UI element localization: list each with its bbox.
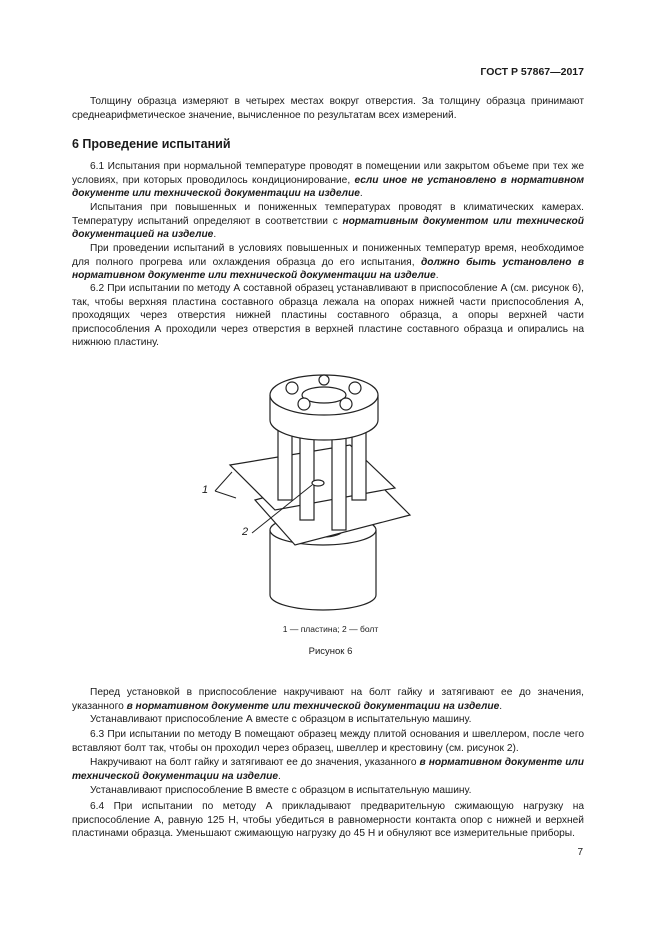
intro-paragraph: Толщину образца измеряют в четырех местах вокруг отверстия. За толщину образца принимают среднеарифметическое значение, вычисленное по результатам всех измерений. <box>72 96 584 121</box>
paragraph-install-a: Устанавливают приспособление А вместе с образцом в испытательную машину. <box>90 714 472 725</box>
page-number: 7 <box>577 847 583 858</box>
text-run: . <box>499 700 503 712</box>
label-2: 2 <box>242 526 249 538</box>
emphasis-text: в нормативном документе или технической документации на изделие <box>72 757 584 782</box>
emphasis-text: если иное не установлено в нормативном документе или технической документации на изделие <box>72 174 584 200</box>
fixture-drawing <box>200 360 450 620</box>
emphasis-text: должно быть установлено в нормативном документе или технической документации на изделие <box>72 256 584 282</box>
paragraph-install-b: Устанавливают приспособление В вместе с образцом в испытательную машину. <box>90 785 472 796</box>
paragraph-6-2: 6.2 При испытании по методу А составной образец устанавливают в приспособление А (см. рисунок 6), так, чтобы верхняя пластина составного образца лежала на опорах нижней части приспособления А, проходящих через отверстия нижней пластины составного образца, а опоры верхней части приспособления А проходили через отверстия в верхней пластине составного образца и опирались на нижнюю пластину. <box>72 283 584 349</box>
text-run: Испытания при повышенных и пониженных температурах проводят в климатических камерах. Температуру испытаний определяют в соответствии с <box>72 202 584 227</box>
text-run: Накручивают на болт гайку и затягивают ее до значения, указанного <box>90 757 420 768</box>
text-run: Перед установкой в приспособление накручивают на болт гайку и затягивают ее до значения, указанного <box>72 687 584 712</box>
section-title: 6 Проведение испытаний <box>72 137 231 151</box>
figure-6 <box>200 360 450 620</box>
paragraph-6-3: 6.3 При испытании по методу В помещают образец между плитой основания и швеллером, после чего вставляют болт так, чтобы он проходил через образец, швеллер и крестовину (см. рисунок 2). <box>72 729 584 754</box>
text-run: . <box>213 229 217 241</box>
text-run: . <box>435 270 439 282</box>
text-run: 6.1 Испытания при нормальной температуре проводят в помещении или закрытом объеме при тех же условиях, при которых проводилось кондиционирование, <box>72 161 584 186</box>
figure-caption: Рисунок 6 <box>308 646 353 657</box>
document-header: ГОСТ Р 57867—2017 <box>480 66 584 78</box>
paragraph-6-1-heating <box>72 242 584 283</box>
paragraph-6-1 <box>72 160 584 201</box>
text-run: . <box>278 770 281 782</box>
figure-legend: 1 — пластина; 2 — болт <box>282 624 379 634</box>
paragraph-tighten <box>72 756 584 783</box>
text-run: . <box>359 188 363 200</box>
emphasis-text: в нормативном документе или технической документации на изделие <box>126 700 500 712</box>
paragraph-6-1-temperatures <box>72 201 584 242</box>
text-run: При проведении испытаний в условиях повышенных и пониженных температур время, необходимое для полного прогрева или охлаждения образца до его испытания, <box>72 243 584 268</box>
emphasis-text: нормативным документом или технической документацией на изделие <box>72 215 584 241</box>
paragraph-nut <box>72 686 584 713</box>
paragraph-6-4: 6.4 При испытании по методу А прикладывают предварительную сжимающую нагрузку на приспособление А, равную 125 Н, чтобы убедиться в равномерности контакта опор с нижней и верхней пластинами образца. Уменьшают сжимающую нагрузку до 45 Н и обнуляют все измерительные приборы. <box>72 801 584 840</box>
label-1: 1 <box>202 484 209 496</box>
